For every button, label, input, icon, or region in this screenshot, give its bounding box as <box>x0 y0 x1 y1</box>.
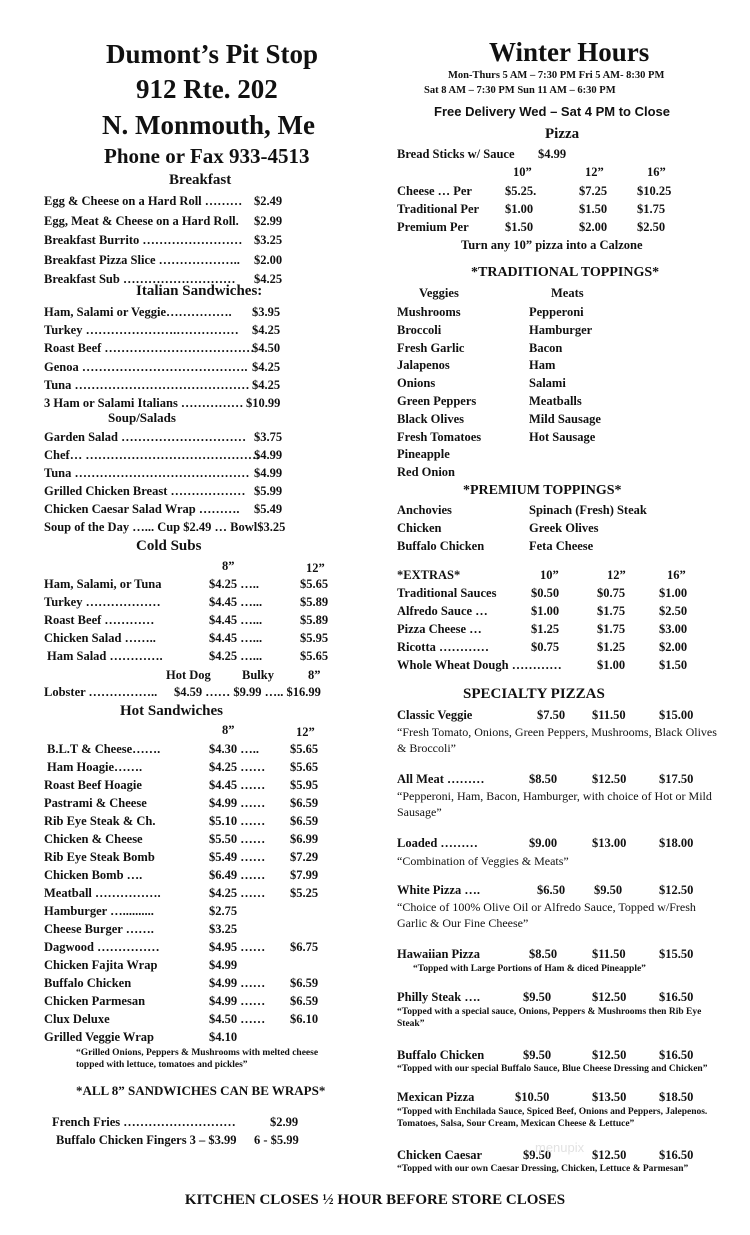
veggie-topping: Broccoli <box>397 322 442 337</box>
specialty-pizza-name: White Pizza …. <box>397 883 480 897</box>
specialty-pizza-name: Buffalo Chicken <box>397 1048 485 1062</box>
extra-price-10: $1.25 <box>531 622 560 636</box>
hot-sandwich-price-8: $6.49 …… <box>209 868 266 882</box>
specialty-pizza-desc: “Fresh Tomato, Onions, Green Peppers, Mushrooms, Black Olives & Broccoli” <box>397 725 717 755</box>
cold-sub-price-8: $4.45 …... <box>209 613 263 627</box>
hot-sandwich-name: B.L.T & Cheese……. <box>47 742 161 756</box>
pizza-size-12: 12” <box>585 165 604 179</box>
extra-name: Whole Wheat Dough ………… <box>397 658 562 672</box>
specialty-price-10: $6.50 <box>537 883 566 897</box>
italian-item-name: Ham, Salami or Veggie……………. <box>44 305 232 319</box>
veggie-topping: Jalapenos <box>397 358 450 373</box>
specialty-price-12: $11.50 <box>592 708 626 722</box>
specialty-price-10: $10.50 <box>515 1090 550 1104</box>
hot-sandwich-name: Buffalo Chicken <box>44 976 132 990</box>
specialty-price-10: $7.50 <box>537 708 566 722</box>
cold-sub-name: Chicken Salad …….. <box>44 631 156 645</box>
soup-item-price: $5.99 <box>254 484 283 498</box>
hot-sandwich-price-12: $5.95 <box>290 778 319 792</box>
cold-sub-price-8: $4.25 ….. <box>209 577 259 591</box>
soup-of-the-day: Soup of the Day …... Cup $2.49 … Bowl$3.25 <box>44 520 286 534</box>
meat-topping: Mild Sausage <box>529 411 601 426</box>
specialty-price-12: $12.50 <box>592 772 627 786</box>
breadsticks-price: $4.99 <box>538 147 567 161</box>
extra-price-10: $0.75 <box>531 640 560 654</box>
hot-sandwich-price-8: $5.10 …… <box>209 814 266 828</box>
hot-sandwich-name: Chicken & Cheese <box>44 832 143 846</box>
lobster-header-bulky: Bulky <box>242 668 274 682</box>
premium-topping: Buffalo Chicken <box>397 539 485 553</box>
hot-sandwich-name: Hamburger ….......... <box>44 904 154 918</box>
premium-topping: Anchovies <box>397 503 452 517</box>
specialty-price-12: $13.00 <box>592 836 627 850</box>
breakfast-item-price: $2.00 <box>254 252 283 267</box>
breakfast-item-name: Breakfast Pizza Slice ……………….. <box>44 252 240 267</box>
specialty-price-16: $15.50 <box>659 947 694 961</box>
pizza-row-name: Traditional Per <box>397 202 480 216</box>
meat-topping: Bacon <box>529 340 563 355</box>
specialty-pizza-name: Loaded ……… <box>397 836 478 850</box>
wraps-note: *ALL 8” SANDWICHES CAN BE WRAPS* <box>76 1083 326 1098</box>
hot-sandwich-name: Cheese Burger ……. <box>44 922 154 936</box>
hot-sandwich-price-12: $5.65 <box>290 742 319 756</box>
extra-price-10: $0.50 <box>531 586 560 600</box>
specialty-price-12: $9.50 <box>594 883 623 897</box>
extra-name: Ricotta ………… <box>397 640 489 654</box>
soup-item-price: $5.49 <box>254 502 283 516</box>
extra-price-16: $3.00 <box>659 622 688 636</box>
lobster-prices: $4.59 …… $9.99 ….. $16.99 <box>174 685 321 699</box>
veggie-topping: Onions <box>397 376 436 391</box>
hot-sandwich-price-8: $4.99 <box>209 958 238 972</box>
cold-sub-name: Roast Beef ………… <box>44 613 155 627</box>
extra-name: Pizza Cheese … <box>397 622 482 636</box>
pizza-price-12: $2.00 <box>579 220 608 234</box>
specialty-pizza-desc: “Topped with Large Portions of Ham & diced Pineapple” <box>413 964 646 974</box>
specialty-pizza-name: Mexican Pizza <box>397 1090 475 1104</box>
hot-sandwich-price-12: $6.75 <box>290 940 319 954</box>
specialty-price-10: $9.50 <box>523 990 552 1004</box>
extra-name: Traditional Sauces <box>397 586 497 600</box>
extra-price-16: $2.00 <box>659 640 688 654</box>
pizza-price-10: $1.00 <box>505 202 534 216</box>
meat-topping: Salami <box>529 376 566 391</box>
hot-sandwich-price-8: $4.25 …… <box>209 760 266 774</box>
hot-sandwich-name: Meatball ……………. <box>44 886 161 900</box>
extras-size-12: 12” <box>607 568 626 582</box>
cold-sub-name: Turkey ……………… <box>44 595 161 609</box>
hot-sandwich-price-12: $6.99 <box>290 832 319 846</box>
meat-topping: Ham <box>529 358 556 373</box>
specialty-price-10: $9.50 <box>523 1048 552 1062</box>
specialty-price-16: $15.00 <box>659 708 694 722</box>
lobster-header-hotdog: Hot Dog <box>166 668 211 682</box>
hot-sandwich-price-8: $4.45 …… <box>209 778 266 792</box>
veggie-topping: Black Olives <box>397 411 465 426</box>
hot-sandwich-name: Chicken Bomb …. <box>44 868 143 882</box>
pizza-price-12: $1.50 <box>579 202 608 216</box>
breakfast-title: Breakfast <box>169 172 232 188</box>
specialty-price-10: $8.50 <box>529 772 558 786</box>
hot-sandwich-price-8: $2.75 <box>209 904 238 918</box>
extras-size-16: 16” <box>667 568 686 582</box>
soup-title: Soup/Salads <box>108 410 176 425</box>
hot-sandwich-price-12: $5.65 <box>290 760 319 774</box>
hot-sandwich-price-8: $4.25 …… <box>209 886 266 900</box>
specialty-price-12: $12.50 <box>592 990 627 1004</box>
hot-sandwich-name: Pastrami & Cheese <box>44 796 147 810</box>
hot-sandwiches-title: Hot Sandwiches <box>120 703 223 719</box>
french-fries-name: French Fries ……………………… <box>52 1115 236 1129</box>
extra-name: Alfredo Sauce … <box>397 604 488 618</box>
hot-sandwich-name: Ham Hoagie……. <box>47 760 143 774</box>
hot-sandwich-price-12: $6.59 <box>290 796 319 810</box>
breakfast-item-price: $3.25 <box>254 233 283 247</box>
italian-item-price: $4.25 <box>252 359 281 374</box>
french-fries-price: $2.99 <box>270 1115 299 1129</box>
hot-sandwich-price-8: $5.49 …… <box>209 850 266 864</box>
italian-item-price: $3.95 <box>252 305 281 319</box>
specialty-price-16: $16.50 <box>659 1048 694 1062</box>
italian-item-name: Genoa …………………………………. <box>44 359 248 374</box>
pizza-price-12: $7.25 <box>579 184 608 198</box>
breakfast-item-name: Breakfast Burrito …………………… <box>44 233 243 247</box>
restaurant-city: N. Monmouth, Me <box>102 110 315 140</box>
lobster-header-8: 8” <box>308 668 321 682</box>
hot-sandwich-price-8: $4.99 …… <box>209 994 266 1008</box>
specialty-pizza-desc: “Topped with a special sauce, Onions, Peppers & Mushrooms then Rib Eye Steak” <box>397 1007 702 1029</box>
footer-note: KITCHEN CLOSES ½ HOUR BEFORE STORE CLOSES <box>184 1192 566 1208</box>
soup-item-name: Chef… …………………………………… <box>44 448 261 462</box>
extra-price-12: $1.25 <box>597 640 626 654</box>
cold-sub-price-12: $5.65 <box>300 649 329 663</box>
extra-price-16: $2.50 <box>659 604 688 618</box>
specialty-pizza-name: Chicken Caesar <box>397 1148 483 1162</box>
hot-sandwich-price-8: $4.10 <box>209 1030 238 1044</box>
specialty-price-12: $12.50 <box>592 1048 627 1062</box>
restaurant-address: 912 Rte. 202 <box>136 74 278 104</box>
hot-sandwich-price-12: $6.10 <box>290 1012 319 1026</box>
cold-subs-title: Cold Subs <box>136 538 202 554</box>
hot-sandwich-price-12: $5.25 <box>290 886 319 900</box>
specialty-pizza-desc: “Pepperoni, Ham, Bacon, Hamburger, with choice of Hot or Mild Sausage” <box>397 789 712 819</box>
cold-sub-name: Ham, Salami, or Tuna <box>44 577 162 591</box>
cold-sub-name: Ham Salad …………. <box>47 649 163 663</box>
specialty-pizza-desc: “Choice of 100% Olive Oil or Alfredo Sauce, Topped w/Fresh Garlic & Our Fine Cheese” <box>397 900 696 930</box>
hot-sandwich-price-8: $4.50 …… <box>209 1012 266 1026</box>
breakfast-item-name: Egg, Meat & Cheese on a Hard Roll. <box>44 213 239 228</box>
pizza-price-16: $10.25 <box>637 184 672 198</box>
hours-title: Winter Hours <box>489 37 650 67</box>
hot-sandwich-price-8: $3.25 <box>209 922 238 936</box>
premium-toppings-title: *PREMIUM TOPPINGS* <box>463 483 622 498</box>
pizza-size-16: 16” <box>647 165 666 179</box>
cold-sub-price-8: $4.25 …... <box>209 649 263 663</box>
veggie-topping: Fresh Tomatoes <box>397 429 482 444</box>
veggie-topping: Fresh Garlic <box>397 340 465 355</box>
soup-item-price: $4.99 <box>254 466 283 480</box>
veggie-topping: Red Onion <box>397 465 456 480</box>
extra-price-12: $1.75 <box>597 604 626 618</box>
breakfast-item-name: Egg & Cheese on a Hard Roll ……… <box>44 194 243 208</box>
breakfast-item-price: $2.99 <box>254 213 283 228</box>
hot-sandwich-price-12: $6.59 <box>290 994 319 1008</box>
pizza-row-name: Cheese … Per <box>397 184 472 198</box>
cold-sub-price-12: $5.65 <box>300 577 329 591</box>
italian-item-name: Tuna …………………………………… <box>44 377 250 392</box>
soup-item-price: $3.75 <box>254 430 283 444</box>
hot-sandwich-price-12: $6.59 <box>290 976 319 990</box>
extra-price-12: $1.75 <box>597 622 626 636</box>
soup-item-name: Garden Salad ………………………… <box>44 430 247 444</box>
specialty-price-12: $12.50 <box>592 1148 627 1162</box>
hot-sandwich-price-12: $7.99 <box>290 868 319 882</box>
specialty-price-16: $12.50 <box>659 883 694 897</box>
extras-title: *EXTRAS* <box>397 568 461 582</box>
specialty-price-12: $13.50 <box>592 1090 627 1104</box>
specialty-pizza-desc: “Topped with Enchilada Sauce, Spiced Beef, Onions and Peppers, Jalepenos. Tomatoes, Salsa, Sour Cream, Mexican Cheese & Lettuce” <box>397 1107 708 1129</box>
italian-item-price: $4.50 <box>252 341 281 356</box>
hot-sandwich-name: Clux Deluxe <box>44 1012 110 1026</box>
cold-subs-size-12: 12” <box>306 561 325 575</box>
italian-item-price: $4.25 <box>252 377 281 392</box>
pizza-size-10: 10” <box>513 165 532 179</box>
meats-label: Meats <box>551 286 584 300</box>
specialty-price-10: $9.00 <box>529 836 558 850</box>
hot-sandwich-price-8: $5.50 …… <box>209 832 266 846</box>
extra-price-12: $1.00 <box>597 658 626 672</box>
veggie-topping: Pineapple <box>397 447 450 462</box>
specialty-pizza-name: Classic Veggie <box>397 708 473 722</box>
restaurant-name: Dumont’s Pit Stop <box>106 39 319 69</box>
veggie-topping: Mushrooms <box>397 305 461 319</box>
specialty-pizza-name: Philly Steak …. <box>397 990 480 1004</box>
hot-sandwich-price-8: $4.95 …… <box>209 940 266 954</box>
cold-sub-price-8: $4.45 …... <box>209 631 263 645</box>
hot-sandwich-price-12: $7.29 <box>290 850 319 864</box>
extra-price-12: $0.75 <box>597 586 626 600</box>
hot-size-12: 12” <box>296 725 315 739</box>
cold-sub-price-12: $5.89 <box>300 595 329 609</box>
extras-size-10: 10” <box>540 568 559 582</box>
cold-sub-price-8: $4.45 …... <box>209 595 263 609</box>
specialty-price-16: $18.00 <box>659 836 694 850</box>
italian-item-name: Turkey ………………….…………… <box>44 323 239 338</box>
lobster-name: Lobster …………….. <box>44 685 158 699</box>
veggie-topping: Green Peppers <box>397 394 477 408</box>
hot-sandwich-name: Dagwood …………… <box>44 940 160 954</box>
specialty-price-10: $8.50 <box>529 947 558 961</box>
hot-sandwich-name: Roast Beef Hoagie <box>44 778 142 792</box>
pizza-title: Pizza <box>545 126 580 142</box>
meat-topping: Hot Sausage <box>529 429 596 444</box>
breadsticks-name: Bread Sticks w/ Sauce <box>397 147 515 161</box>
meat-topping: Hamburger <box>529 322 593 337</box>
specialty-pizza-desc: “Topped with our own Caesar Dressing, Chicken, Lettuce & Parmesan” <box>397 1164 689 1174</box>
premium-topping: Spinach (Fresh) Steak <box>529 503 647 517</box>
chicken-fingers-price: 6 - $5.99 <box>254 1133 299 1147</box>
hot-sandwich-name: Grilled Veggie Wrap <box>44 1030 154 1044</box>
meat-topping: Meatballs <box>529 394 582 408</box>
soup-item-name: Tuna …………………………………… <box>44 466 250 480</box>
traditional-toppings-title: *TRADITIONAL TOPPINGS* <box>471 265 660 280</box>
pizza-row-name: Premium Per <box>397 220 469 234</box>
hot-sandwich-name: Rib Eye Steak & Ch. <box>44 814 156 828</box>
premium-topping: Greek Olives <box>529 521 599 535</box>
specialty-pizza-name: Hawaiian Pizza <box>397 947 480 961</box>
specialty-pizza-desc: “Combination of Veggies & Meats” <box>397 854 569 868</box>
cold-sub-price-12: $5.95 <box>300 631 329 645</box>
italian-item-price: $10.99 <box>246 396 281 410</box>
meat-topping: Pepperoni <box>529 305 584 319</box>
specialty-price-10: $9.50 <box>523 1148 552 1162</box>
specialty-price-16: $17.50 <box>659 772 694 786</box>
premium-topping: Feta Cheese <box>529 539 594 553</box>
hot-sandwich-name: Chicken Parmesan <box>44 994 146 1008</box>
cold-subs-size-8: 8” <box>222 559 235 573</box>
hot-sandwich-name: Rib Eye Steak Bomb <box>44 850 155 864</box>
specialty-title: SPECIALTY PIZZAS <box>463 686 605 702</box>
italian-item-name: 3 Ham or Salami Italians …………… <box>44 396 244 410</box>
watermark: menupix <box>535 1140 585 1155</box>
soup-item-name: Grilled Chicken Breast ……………… <box>44 484 246 498</box>
hot-sandwich-price-8: $4.30 ….. <box>209 742 259 756</box>
delivery-note: Free Delivery Wed – Sat 4 PM to Close <box>434 104 671 119</box>
specialty-price-16: $16.50 <box>659 990 694 1004</box>
breakfast-item-price: $2.49 <box>254 194 283 208</box>
veggies-label: Veggies <box>419 286 459 300</box>
extra-price-16: $1.00 <box>659 586 688 600</box>
breakfast-item-name: Breakfast Sub ……………………… <box>44 272 236 286</box>
hot-size-8: 8” <box>222 723 235 737</box>
pizza-price-10: $5.25. <box>505 184 537 198</box>
veggie-wrap-note: “Grilled Onions, Peppers & Mushrooms with melted cheese topped with lettuce, tomatoes and pickles” <box>76 1048 319 1070</box>
specialty-pizza-name: All Meat ……… <box>397 772 485 786</box>
hot-sandwich-price-8: $4.99 …… <box>209 796 266 810</box>
hot-sandwich-price-8: $4.99 …… <box>209 976 266 990</box>
hot-sandwich-price-12: $6.59 <box>290 814 319 828</box>
specialty-pizza-desc: “Topped with our special Buffalo Sauce, Blue Cheese Dressing and Chicken” <box>397 1064 708 1074</box>
restaurant-phone: Phone or Fax 933-4513 <box>104 144 310 168</box>
italian-title: Italian Sandwiches: <box>136 283 263 299</box>
cold-sub-price-12: $5.89 <box>300 613 329 627</box>
hours-line-1: Mon-Thurs 5 AM – 7:30 PM Fri 5 AM- 8:30 PM <box>448 70 665 81</box>
calzone-note: Turn any 10” pizza into a Calzone <box>461 238 643 252</box>
italian-item-name: Roast Beef ……………………………… <box>44 341 255 356</box>
soup-item-name: Chicken Caesar Salad Wrap ………. <box>44 502 240 516</box>
hot-sandwich-name: Chicken Fajita Wrap <box>44 958 158 972</box>
soup-item-price: $4.99 <box>254 448 283 462</box>
pizza-price-10: $1.50 <box>505 220 534 234</box>
italian-item-price: $4.25 <box>252 323 281 338</box>
extra-price-10: $1.00 <box>531 604 560 618</box>
premium-topping: Chicken <box>397 521 442 535</box>
pizza-price-16: $2.50 <box>637 220 666 234</box>
specialty-price-12: $11.50 <box>592 947 626 961</box>
extra-price-16: $1.50 <box>659 658 688 672</box>
chicken-fingers-name: Buffalo Chicken Fingers 3 – $3.99 <box>56 1133 237 1147</box>
specialty-price-16: $18.50 <box>659 1090 694 1104</box>
specialty-price-16: $16.50 <box>659 1148 694 1162</box>
pizza-price-16: $1.75 <box>637 202 666 216</box>
breakfast-item-price: $4.25 <box>254 272 283 286</box>
hours-line-2: Sat 8 AM – 7:30 PM Sun 11 AM – 6:30 PM <box>424 85 616 96</box>
